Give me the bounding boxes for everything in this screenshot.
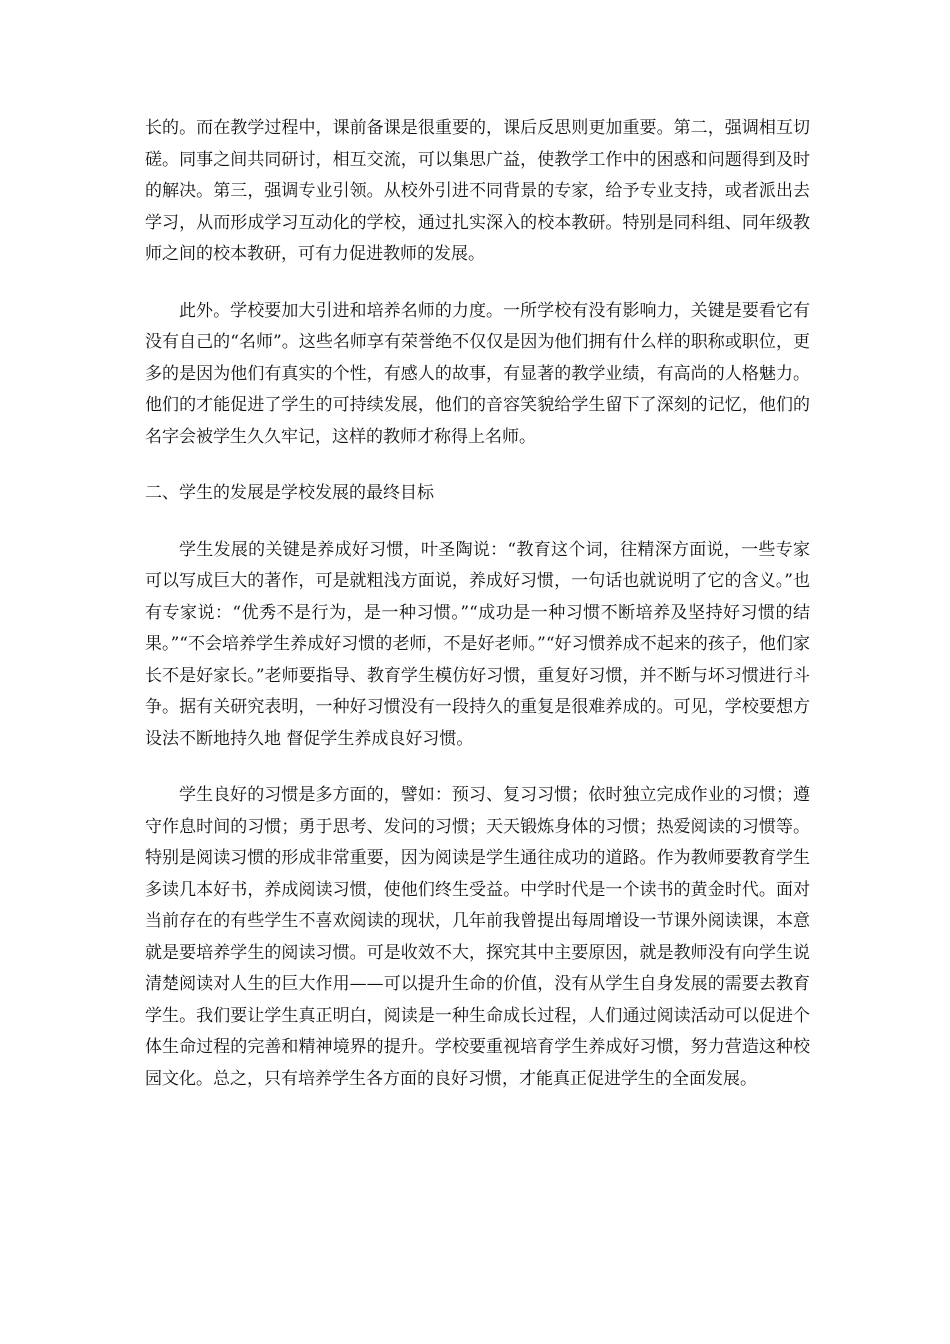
section-heading: 二、学生的发展是学校发展的最终目标	[145, 483, 434, 503]
paragraph-good-habits: 学生发展的关键是养成好习惯，叶圣陶说：“教育这个词，往精深方面说，一些专家可以写成巨大的著作，可是就粗浅方面说，养成好习惯，一句话也就说明了它的含义。”也有专家说：“优秀不是行为，是一种习惯。”“成功是一种习惯不断培养及坚持好习惯的结果。”“不会培养学生养成好习惯的老师，不是好老师。”“好习惯养成不起来的孩子，他们家长不是好家长。”老师要指导、教育学生模仿好习惯，重复好习惯，并不断与坏习惯进行斗争。据有关研究表明，一种好习惯没有一段持久的重复是很难养成的。可见，学校要想方设法不断地持久地 督促学生养成良好习惯。	[145, 539, 810, 749]
paragraph-gap	[145, 510, 810, 535]
paragraph-gap	[145, 755, 810, 780]
paragraph-gap	[145, 271, 810, 296]
paragraph-gap	[145, 453, 810, 478]
paragraph-reading-habits: 学生良好的习惯是多方面的，譬如：预习、复习习惯；依时独立完成作业的习惯；遵守作息时间的习惯；勇于思考、发问的习惯；天天锻炼身体的习惯；热爱阅读的习惯等。特别是阅读习惯的形成非常重要，因为阅读是学生通往成功的道路。作为教师要教育学生多读几本好书，养成阅读习惯，使他们终生受益。中学时代是一个读书的黄金时代。面对当前存在的有些学生不喜欢阅读的现状，几年前我曾提出每周增设一节课外阅读课，本意就是要培养学生的阅读习惯。可是收效不大，探究其中主要原因，就是教师没有向学生说清楚阅读对人生的巨大作用——可以提升生命的价值，没有从学生自身发展的需要去教育学生。我们要让学生真正明白，阅读是一种生命成长过程，人们通过阅读活动可以促进个体生命过程的完善和精神境界的提升。学校要重视培育学生养成好习惯，努力营造这种校园文化。总之，只有培养学生各方面的良好习惯，才能真正促进学生的全面发展。	[145, 785, 810, 1089]
paragraph-famous-teachers: 此外。学校要加大引进和培养名师的力度。一所学校有没有影响力，关键是要看它有没有自己的“名师”。这些名师享有荣誉绝不仅仅是因为他们拥有什么样的职称或职位，更多的是因为他们有真实的个性，有感人的故事，有显著的教学业绩，有高尚的人格魅力。他们的才能促进了学生的可持续发展，他们的音容笑貌给学生留下了深刻的记忆，他们的名字会被学生久久牢记，这样的教师才称得上名师。	[145, 300, 810, 447]
paragraph-continued: 长的。而在教学过程中，课前备课是很重要的，课后反思则更加重要。第二，强调相互切磋。同事之间共同研讨，相互交流，可以集思广益，使教学工作中的困惑和问题得到及时的解决。第三，强调专业引领。从校外引进不同背景的专家，给予专业支持，或者派出去学习，从而形成学习互动化的学校，通过扎实深入的校本教研。特别是同科组、同年级教师之间的校本教研，可有力促进教师的发展。	[145, 118, 810, 264]
document-page	[145, 113, 810, 1095]
